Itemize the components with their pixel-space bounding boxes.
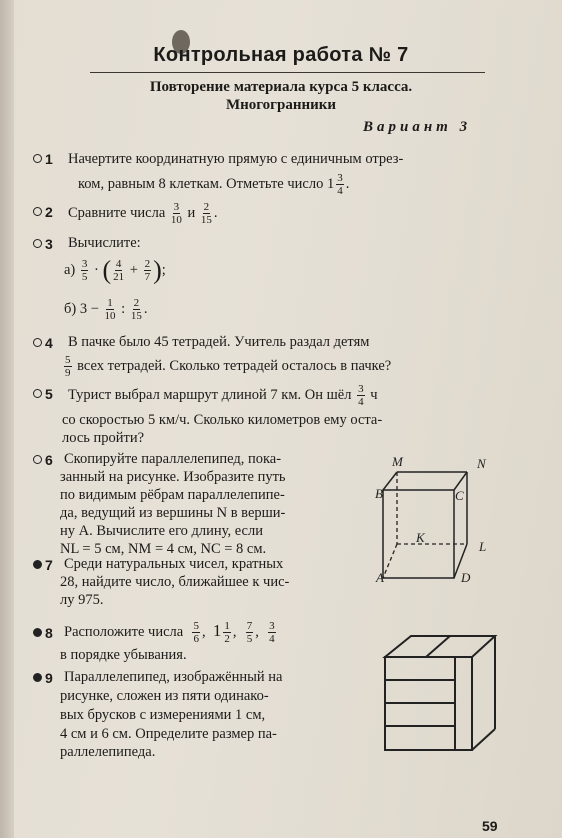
- task-6-line-2: занный на рисунке. Изобразите путь: [60, 469, 286, 485]
- task-4-number: 4: [33, 335, 53, 351]
- page-spine: [0, 0, 14, 838]
- vertex-label-b: B: [375, 486, 383, 501]
- task-9-line-3: вых брусков с измерениями 1 см,: [60, 707, 266, 723]
- subtitle-line-2: Многогранники: [225, 97, 337, 113]
- task-6-line-1: Скопируйте параллелепипед, пока-: [64, 451, 282, 467]
- bricks-figure: [378, 632, 508, 757]
- title-rule: [90, 72, 485, 73]
- vertex-label-d: D: [461, 570, 471, 585]
- task-9-number: 9: [33, 670, 53, 686]
- vertex-label-c: C: [455, 488, 464, 503]
- task-9-line-2: рисунке, сложен из пяти одинако-: [60, 688, 269, 704]
- task-1-line-1: Начертите координатную прямую с единичным отрез-: [68, 151, 404, 167]
- vertex-label-k: K: [416, 530, 425, 545]
- fraction: $\frac{3}{4}$: [337, 172, 343, 197]
- task-3b: б) 3 − $\frac{1}{10}$ : $\frac{2}{15}$ .: [64, 297, 148, 322]
- vertex-label-n: N: [477, 456, 486, 471]
- task-3-number: 3: [33, 236, 53, 252]
- page-title: Контрольная работа № 7: [153, 44, 409, 66]
- task-7-line-1: Среди натуральных чисел, кратных: [64, 556, 284, 572]
- subtitle-line-1: Повторение материала курса 5 класса.: [149, 79, 413, 95]
- task-7-line-3: лу 975.: [60, 592, 104, 608]
- task-8-line-2: в порядке убывания.: [60, 647, 187, 663]
- task-6-line-4: да, ведущий из вершины N в верши-: [60, 505, 286, 521]
- vertex-label-l: L: [479, 539, 487, 554]
- task-2-number: 2: [33, 204, 53, 220]
- variant-label: Вариант 3: [363, 119, 472, 135]
- vertex-label-m: M: [392, 454, 403, 469]
- task-3-text: Вычислите:: [68, 235, 141, 251]
- difficulty-marker: [33, 154, 42, 163]
- task-5-line-1: Турист выбрал маршрут длиной 7 км. Он шёл $\frac{3}{4}$ ч: [68, 383, 378, 408]
- page-number: 59: [482, 818, 498, 834]
- task-9-line-5: раллелепипеда.: [60, 744, 156, 760]
- task-7-line-2: 28, найдите число, ближайшее к чис-: [60, 574, 290, 590]
- task-6-line-6: NL = 5 см, NM = 4 см, NC = 8 см.: [60, 541, 267, 557]
- task-3a: а) $\frac{3}{5}$ · ( $\frac{4}{21}$ + $\frac{2}{7}$ );: [64, 255, 166, 285]
- vertex-label-a: A: [376, 570, 384, 585]
- task-1-line-2: ком, равным 8 клеткам. Отметьте число 1 $\frac{3}{4}$ .: [78, 172, 350, 197]
- task-6-line-5: ну A. Вычислите его длину, если: [60, 523, 263, 539]
- task-4-line-2: $\frac{5}{9}$ всех тетрадей. Сколько тетрадей осталось в пачке?: [65, 354, 392, 379]
- task-6-number: 6: [33, 452, 53, 468]
- task-5-line-3: лось пройти?: [62, 430, 145, 446]
- task-1-number: 1: [33, 151, 53, 167]
- task-4-line-1: В пачке было 45 тетрадей. Учитель раздал детям: [68, 334, 370, 350]
- task-2-text: Сравните числа $\frac{3}{10}$ и $\frac{2}{15}$ .: [68, 201, 218, 226]
- task-8-line-1: Расположите числа $\frac{5}{6}$ , 1 $\frac{1}{2}$ , $\frac{7}{5}$ , $\frac{3}{4}$: [64, 620, 275, 646]
- task-8-number: 8: [33, 625, 53, 641]
- task-5-line-2: со скоростью 5 км/ч. Сколько километров ему оста-: [62, 412, 383, 428]
- task-5-number: 5: [33, 386, 53, 402]
- task-9-line-1: Параллелепипед, изображённый на: [64, 669, 283, 685]
- parallelepiped-figure: [370, 452, 500, 592]
- task-7-number: 7: [33, 557, 53, 573]
- task-9-line-4: 4 см и 6 см. Определите размер па-: [60, 726, 277, 742]
- task-6-line-3: по видимым рёбрам параллелепипе-: [60, 487, 285, 503]
